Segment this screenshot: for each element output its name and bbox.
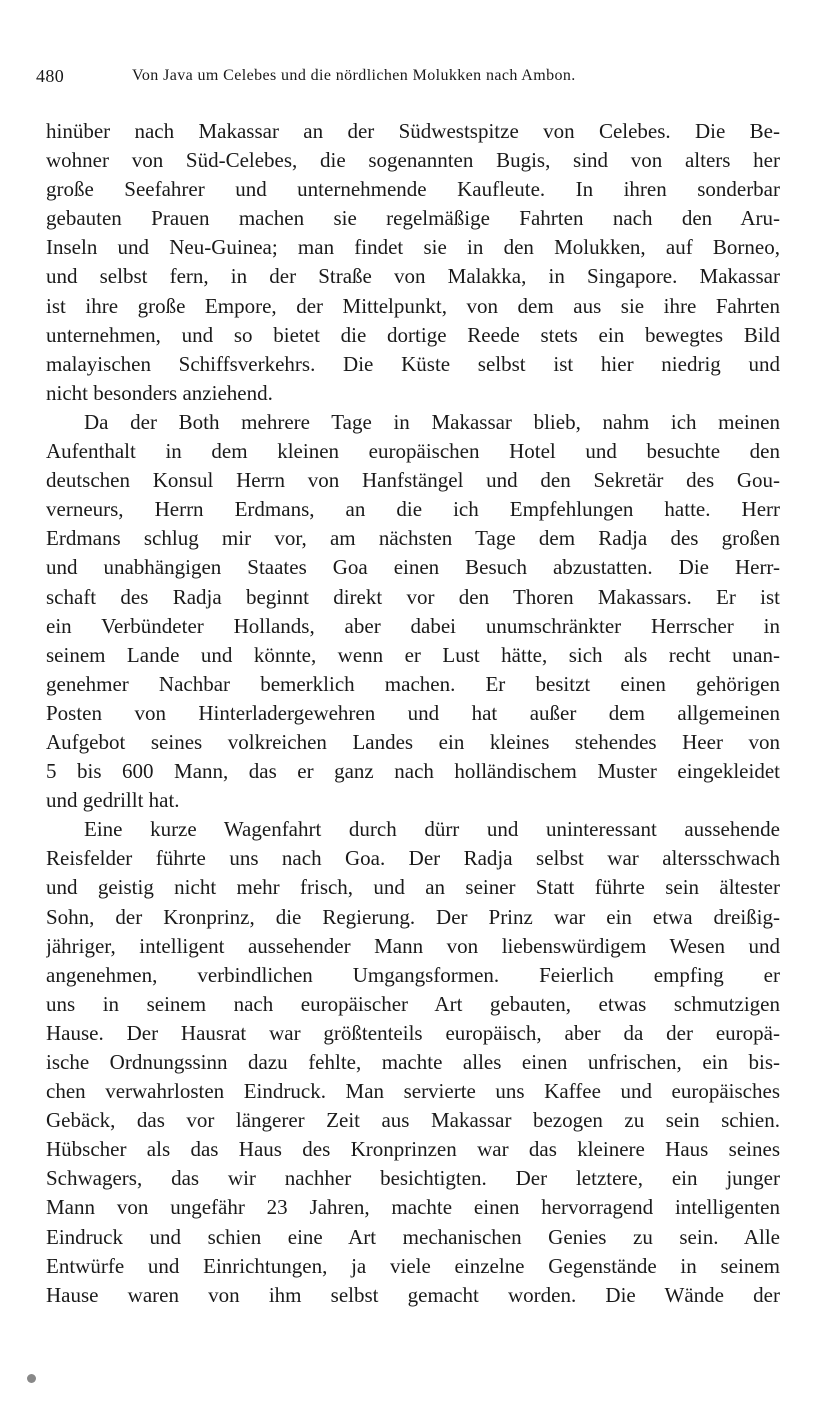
text-line: schaft des Radja beginnt direkt vor den Thoren Makassars. Er ist	[46, 584, 780, 609]
paragraph-container	[46, 117, 780, 1310]
text-line: Aufgebot seines volkreichen Landes ein kleines stehendes Heer von	[46, 729, 780, 754]
text-line: Hause. Der Hausrat war größtenteils europäisch, aber da der europä-	[46, 1020, 780, 1045]
text-line: Aufenthalt in dem kleinen europäischen Hotel und besuchte den	[46, 439, 780, 464]
text-line: ein Verbündeter Hollands, aber dabei unumschränkter Herrscher in	[46, 613, 780, 638]
paragraph	[46, 408, 780, 815]
text-line: uns in seinem nach europäischer Art gebauten, etwas schmutzigen	[46, 991, 780, 1016]
running-header	[36, 66, 796, 90]
text-line: angenehmen, verbindlichen Umgangsformen. Feierlich empfing er	[46, 962, 780, 987]
text-line: Erdmans schlug mir vor, am nächsten Tage dem Radja des großen	[46, 526, 780, 551]
text-line: Posten von Hinterladergewehren und hat außer dem allgemeinen	[46, 700, 780, 725]
body-text	[46, 117, 780, 1310]
text-line: Mann von ungefähr 23 Jahren, machte einen hervorragend intelligenten	[46, 1195, 780, 1220]
text-line: und gedrillt hat.	[46, 788, 180, 813]
text-line: hinüber nach Makassar an der Südwestspitze von Celebes. Die Be-	[46, 119, 780, 143]
text-line: Eindruck und schien eine Art mechanischen Genies zu sein. Alle	[46, 1224, 780, 1249]
text-line: wohner von Süd-Celebes, die sogenannten Bugis, sind von alters her	[46, 148, 780, 173]
text-line: verneurs, Herrn Erdmans, an die ich Empfehlungen hatte. Herr	[46, 497, 780, 522]
text-line: Reisfelder führte uns nach Goa. Der Radja selbst war altersschwach	[46, 846, 780, 871]
text-line: Sohn, der Kronprinz, die Regierung. Der Prinz war ein etwa dreißig-	[46, 904, 780, 929]
text-line: Hübscher als das Haus des Kronprinzen war das kleinere Haus seines	[46, 1137, 780, 1162]
text-line: und selbst fern, in der Straße von Malakka, in Singapore. Makassar	[46, 264, 780, 289]
text-line: Hause waren von ihm selbst gemacht worden. Die Wände der	[46, 1282, 780, 1307]
print-speck	[27, 1374, 36, 1383]
text-line: und geistig nicht mehr frisch, und an seiner Statt führte sein ältester	[46, 875, 780, 900]
text-line: 5 bis 600 Mann, das er ganz nach holländischem Muster eingekleidet	[46, 759, 780, 784]
text-line: malayischen Schiffsverkehrs. Die Küste selbst ist hier niedrig und	[46, 351, 780, 376]
text-line: seinem Lande und könnte, wenn er Lust hätte, sich als recht unan-	[46, 642, 780, 667]
text-line: jähriger, intelligent aussehender Mann von liebenswürdigem Wesen und	[46, 933, 780, 958]
text-line: deutschen Konsul Herrn von Hanfstängel und den Sekretär des Gou-	[46, 468, 780, 493]
text-line: ist ihre große Empore, der Mittelpunkt, von dem aus sie ihre Fahrten	[46, 293, 780, 318]
text-line: nicht besonders anziehend.	[46, 380, 273, 405]
text-line: Schwagers, das wir nachher besichtigten. Der letztere, ein junger	[46, 1166, 780, 1191]
paragraph	[46, 117, 780, 408]
text-line: Gebäck, das vor längerer Zeit aus Makassar bezogen zu sein schien.	[46, 1108, 780, 1133]
text-line: unternehmen, und so bietet die dortige Reede stets ein bewegtes Bild	[46, 322, 780, 347]
text-line: große Seefahrer und unternehmende Kaufleute. In ihren sonderbar	[46, 177, 780, 202]
text-line: Eine kurze Wagenfahrt durch dürr und uninteressant aussehende	[84, 817, 780, 842]
text-line: und unabhängigen Staates Goa einen Besuch abzustatten. Die Herr-	[46, 555, 780, 580]
running-title: Von Java um Celebes und die nördlichen Molukken nach Ambon.	[132, 67, 576, 84]
text-line: Entwürfe und Einrichtungen, ja viele einzelne Gegenstände in seinem	[46, 1253, 780, 1278]
text-line: chen verwahrlosten Eindruck. Man servierte uns Kaffee und europäisches	[46, 1079, 780, 1104]
text-line: Da der Both mehrere Tage in Makassar blieb, nahm ich meinen	[84, 409, 780, 434]
text-line: ische Ordnungssinn dazu fehlte, machte alles einen unfrischen, ein bis-	[46, 1050, 780, 1074]
text-line: genehmer Nachbar bemerklich machen. Er besitzt einen gehörigen	[46, 671, 780, 696]
page-number: 480	[36, 66, 65, 86]
paragraph	[46, 815, 780, 1310]
text-line: Inseln und Neu-Guinea; man findet sie in den Molukken, auf Borneo,	[46, 235, 780, 260]
text-line: gebauten Prauen machen sie regelmäßige Fahrten nach den Aru-	[46, 206, 780, 231]
